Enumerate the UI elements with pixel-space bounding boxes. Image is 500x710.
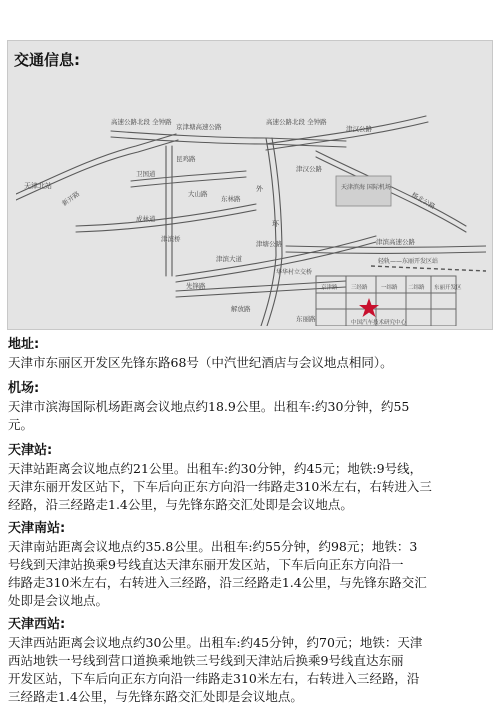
map-panel (7, 40, 493, 330)
tianjin-station-heading: 天津站: (8, 443, 53, 458)
tianjin-south-line-3: 纬路走310米左右，右转进入三经路，沿三经路走1.4公里，与先锋东路交汇 (8, 575, 427, 590)
tianjin-south-line-1: 天津南站距离会议地点约35.8公里。出租车:约55分钟，约98元；地铁：3 (8, 539, 418, 554)
label-jingjin-road: 京津路 (321, 285, 338, 291)
label-chenglin-road: 成林道 (136, 215, 156, 223)
tianjin-west-line-1: 天津西站距离会议地点约30公里。出租车:约45分钟，约70元；地铁：天津 (8, 635, 423, 650)
label-jinbin-highway: 津滨高速公路 (376, 238, 415, 246)
section-airport (8, 380, 492, 434)
label-tianjin-north: 天津北站 (24, 182, 52, 190)
address-line-1: 天津市东丽区开发区先锋东路68号（中汽世纪酒店与会议地点相同）。 (8, 355, 393, 370)
section-tianjin-station (8, 442, 492, 514)
tianjin-station-line-1: 天津站距离会议地点约21公里。出租车:约30分钟，约45元；地铁:9号线， (8, 461, 423, 476)
tianjin-station-line-3: 经路，沿三经路走1.4公里，与先锋东路交汇处即是会议地点。 (8, 497, 353, 512)
label-kunming-road: 昆鸡路 (176, 155, 196, 163)
address-heading: 地址: (8, 337, 40, 352)
label-yiwei-road: 一纬路 (381, 285, 398, 291)
airport-heading: 机场: (8, 381, 40, 396)
label-binhai-airport: 天津滨海 国际机场 (341, 184, 391, 191)
label-highway-north-left: 高速公路北段 全钟路 (111, 118, 172, 126)
label-erwei-road: 二纬路 (408, 285, 425, 291)
label-jinbin-bridge: 津滨桥 (161, 235, 181, 243)
label-dongli-road: 东丽路 (296, 315, 316, 323)
label-weiguo-road: 卫国道 (136, 170, 156, 178)
tianjin-south-line-4: 处即是会议地点。 (8, 593, 109, 608)
tianjin-west-line-3: 开发区站，下车后向正东方向沿一纬路走310米左右，右转进入三经路，沿 (8, 671, 420, 686)
tianjin-west-line-2: 西站地铁一号线到营口道换乘地铁三号线到天津站后换乘9号线直达东丽 (8, 653, 404, 668)
label-jinhan-road: 津汉公路 (346, 125, 372, 133)
airport-line-1: 天津市滨海国际机场距离会议地点约18.9公里。出租车:约30分钟，约55 (8, 399, 410, 414)
label-jinbin-avenue: 津滨大道 (216, 255, 242, 263)
label-dashan-road: 大山路 (188, 190, 208, 198)
section-tianjin-west (8, 616, 492, 706)
label-xianfeng-road: 先锋路 (186, 282, 206, 290)
section-address (8, 336, 492, 372)
label-outer-ring-huan: 环 (272, 220, 279, 228)
tianjin-station-line-2: 天津东丽开发区站下，下车后向正东方向沿一纬路走310米左右，右转进入三 (8, 479, 432, 494)
label-jiefang-road: 解放路 (231, 305, 251, 313)
section-tianjin-south (8, 520, 492, 610)
label-light-rail: 轻轨——东丽开发区站 (378, 258, 439, 265)
label-dongli-dev: 东丽开发区 (434, 285, 462, 291)
label-jintang-road: 津塘公路 (256, 240, 282, 248)
label-donglin-road: 东林路 (221, 195, 241, 203)
label-outer-ring-wai: 外 (256, 185, 263, 193)
airport-line-2: 元。 (8, 417, 34, 432)
label-interchange: 华华村立交桥 (276, 269, 313, 276)
section-title: 交通信息: (14, 51, 80, 69)
label-xinkai-road: 新开路 (60, 189, 82, 208)
tianjin-west-line-4: 三经路走1.4公里，与先锋东路交汇处即是会议地点。 (8, 689, 303, 704)
label-yangbei-road: 杨北公路 (410, 190, 437, 211)
label-sanjing-road: 三经路 (351, 285, 368, 291)
airport-area (336, 176, 391, 206)
tianjin-south-heading: 天津南站: (8, 521, 66, 536)
label-jingjintang: 京津塘高速公路 (176, 123, 222, 131)
label-airport-express: 津汉公路 (296, 165, 322, 173)
label-meeting-location: 中国汽车技术研究中心 (351, 320, 407, 326)
label-highway-north-right: 高速公路北段 全钟路 (266, 118, 327, 126)
tianjin-west-heading: 天津西站: (8, 617, 66, 632)
traffic-map (16, 76, 486, 326)
tianjin-south-line-2: 号线到天津站换乘9号线直达天津东丽开发区站，下车后向正东方向沿一 (8, 557, 404, 572)
